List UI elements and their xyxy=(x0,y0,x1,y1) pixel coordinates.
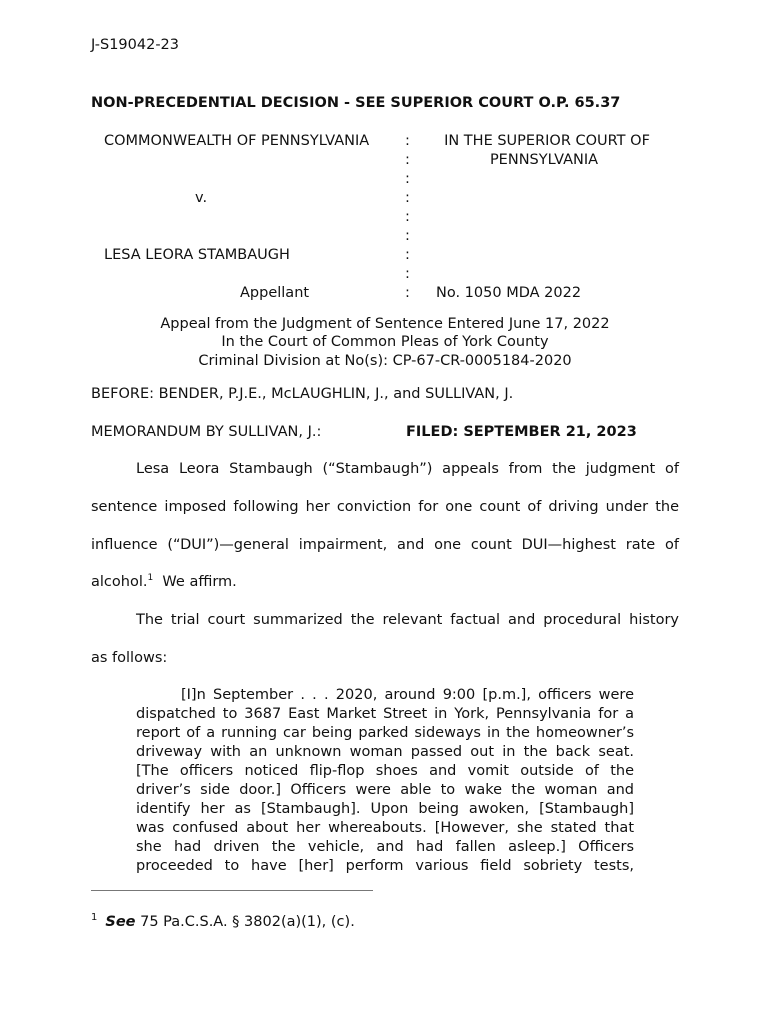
body-p1-line4-end: We affirm. xyxy=(153,574,237,590)
filed-date: FILED: SEPTEMBER 21, 2023 xyxy=(406,424,637,440)
quote-line: proceeded to have [her] perform various field sobriety tests, xyxy=(136,858,634,874)
quote-line: identify her as [Stambaugh]. Upon being awoken, [Stambaugh] xyxy=(136,801,634,817)
quote-line: she had driven the vehicle, and had fallen asleep.] Officers xyxy=(136,839,634,855)
footnote-1 xyxy=(91,914,355,930)
caption-case-number: No. 1050 MDA 2022 xyxy=(436,285,582,301)
block-quote xyxy=(136,686,634,876)
appeal-line1: Appeal from the Judgment of Sentence Entered June 17, 2022 xyxy=(160,316,610,332)
caption-colon: : xyxy=(405,133,410,149)
caption-defendant: LESA LEORA STAMBAUGH xyxy=(104,247,290,263)
caption-colon: : xyxy=(405,209,410,225)
memorandum-author: MEMORANDUM BY SULLIVAN, J.: xyxy=(91,424,322,440)
caption-plaintiff: COMMONWEALTH OF PENNSYLVANIA xyxy=(104,133,370,149)
caption-versus: v. xyxy=(195,190,208,206)
quote-line: was confused about her whereabouts. [However, she stated that xyxy=(136,820,634,836)
caption-court-line2: PENNSYLVANIA xyxy=(489,152,599,168)
appeal-line3: Criminal Division at No(s): CP-67-CR-0005184-2020 xyxy=(198,353,572,369)
caption-court-line1: IN THE SUPERIOR COURT OF xyxy=(444,133,650,149)
caption-colon: : xyxy=(405,228,410,244)
quote-line: driver’s side door.] Officers were able to wake the woman and xyxy=(136,782,634,798)
quote-line: [The officers noticed flip-flop shoes and vomit outside of the xyxy=(136,763,634,779)
caption-colon: : xyxy=(405,266,410,282)
body-p1-line2: sentence imposed following her conviction for one count of driving under the xyxy=(91,499,679,515)
caption-colon: : xyxy=(405,247,410,263)
body-p2-line1: The trial court summarized the relevant factual and procedural history xyxy=(136,612,679,628)
quote-line: report of a running car being parked sideways in the homeowner’s xyxy=(136,725,634,741)
appeal-line2: In the Court of Common Pleas of York County xyxy=(221,334,549,350)
quote-line: driveway with an unknown woman passed out in the back seat. xyxy=(136,744,634,760)
caption-colon: : xyxy=(405,285,410,301)
footnote-citation: 75 Pa.C.S.A. § 3802(a)(1), (c). xyxy=(135,914,355,930)
docket-id: J-S19042-23 xyxy=(91,37,180,53)
footnote-separator xyxy=(91,890,373,891)
quote-line: [I]n September . . . 2020, around 9:00 [p.m.], officers were xyxy=(181,687,634,703)
footnote-number: 1 xyxy=(91,912,98,924)
caption-colon: : xyxy=(405,152,410,168)
body-p1-line4-text: alcohol. xyxy=(91,574,148,590)
body-p2-line2: as follows: xyxy=(91,650,168,666)
caption-role: Appellant xyxy=(240,285,310,301)
panel-before: BEFORE: BENDER, P.J.E., McLAUGHLIN, J., and SULLIVAN, J. xyxy=(91,386,514,402)
quote-line: dispatched to 3687 East Market Street in York, Pennsylvania for a xyxy=(136,706,634,722)
body-p1-line1: Lesa Leora Stambaugh (“Stambaugh”) appeals from the judgment of xyxy=(136,461,679,477)
footnote-ref[interactable]: 1 xyxy=(147,573,154,584)
body-p1-line3: influence (“DUI”)—general impairment, and one count DUI—highest rate of xyxy=(91,537,679,553)
nonprecedential-notice: NON-PRECEDENTIAL DECISION - SEE SUPERIOR COURT O.P. 65.37 xyxy=(91,95,621,111)
footnote-signal: See xyxy=(105,914,136,930)
body-p1-line4 xyxy=(91,574,237,590)
caption-colon: : xyxy=(405,190,410,206)
caption-colon: : xyxy=(405,171,410,187)
